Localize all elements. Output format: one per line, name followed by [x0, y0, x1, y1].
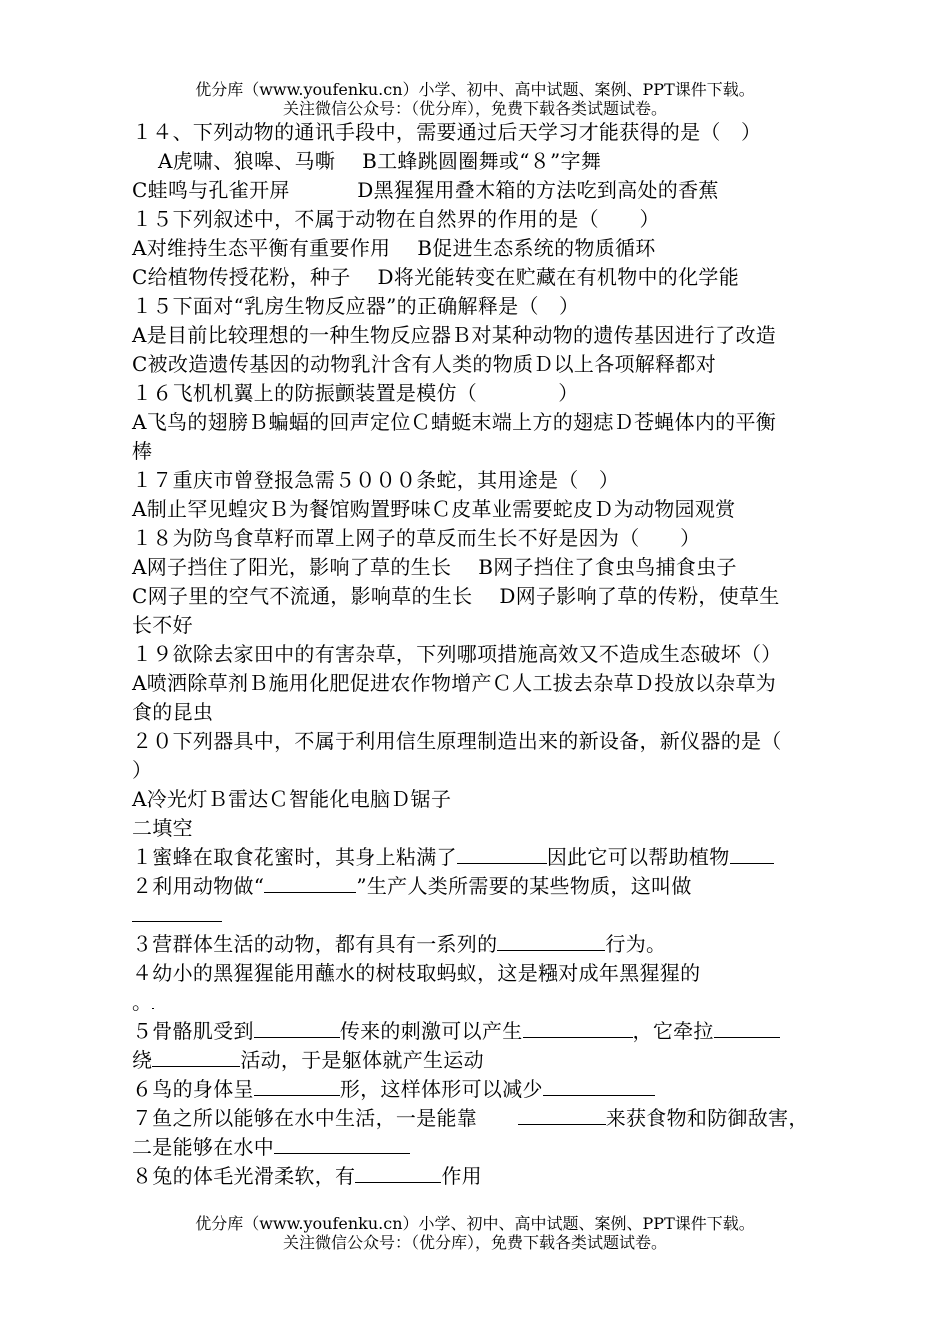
fill-question-8 — [132, 1162, 892, 1191]
fill-7-text-c: 二是能够在水中 — [132, 1135, 275, 1159]
fill-question-2-wrap — [132, 901, 892, 930]
question-17: １７重庆市曾登报急需５０００条蛇，其用途是（ ） — [132, 468, 620, 492]
question-16: １６飞机机翼上的防振颤装置是模仿（ ） — [132, 381, 579, 405]
fill-5-text-b: 传来的刺激可以产生 — [339, 1019, 523, 1043]
fill-6-blank-2 — [543, 1076, 655, 1096]
question-17-options: A制止罕见蝗灾Ｂ为餐馆购置野味Ｃ皮革业需要蛇皮Ｄ为动物园观赏 — [132, 497, 736, 521]
question-14-options-ab: A虎啸、狼嗥、马嘶 B工蜂跳圆圈舞或“８”字舞 — [158, 149, 602, 173]
fill-3-blank — [497, 931, 605, 951]
fill-2-blank-2 — [132, 902, 222, 922]
question-20: ２０下列器具中，不属于利用信生原理制造出来的新设备，新仪器的是（ — [132, 729, 782, 753]
question-14: １４、下列动物的通讯手段中，需要通过后天学习才能获得的是（ ） — [132, 120, 762, 144]
fill-1-text-a: １蜜蜂在取食花蜜时，其身上粘满了 — [132, 845, 457, 869]
fill-question-7 — [132, 1104, 892, 1133]
fill-question-3 — [132, 930, 892, 959]
fill-4-text-a: ４幼小的黑猩猩能用蘸水的树枝取蚂蚁，这是糨对成年黑猩猩的 — [132, 961, 701, 985]
question-15b-options-ab: A是目前比较理想的一种生物反应器Ｂ对某种动物的遗传基因进行了改造 — [132, 323, 777, 347]
fill-6-text-b: 形，这样体形可以减少 — [339, 1077, 543, 1101]
question-20-wrap: ） — [132, 758, 153, 782]
question-15b-options-cd: C被改造遗传基因的动物乳汁含有人类的物质Ｄ以上各项解释都对 — [132, 352, 717, 376]
fill-3-text-a: ３营群体生活的动物，都有具有一系列的 — [132, 932, 498, 956]
question-18-options-ab: A网子挡住了阳光，影响了草的生长 B网子挡住了食虫鸟捕食虫子 — [132, 555, 737, 579]
question-15a: １５下列叙述中，不属于动物在自然界的作用的是（ ） — [132, 207, 660, 231]
fill-question-4 — [132, 959, 892, 988]
footer-line-2: 关注微信公众号：（优分库），免费下载各类试题试卷。 — [282, 1233, 667, 1252]
question-19-options-wrap: 食的昆虫 — [132, 700, 214, 724]
fill-question-5-wrap — [132, 1046, 892, 1075]
fill-2-text-a: ２利用动物做“ — [132, 874, 265, 898]
fill-question-5 — [132, 1017, 892, 1046]
fill-5-text-e: 活动，于是躯体就产生运动 — [240, 1048, 484, 1072]
fill-5-text-a: ５骨骼肌受到 — [132, 1019, 254, 1043]
fill-5-text-d: 绕 — [132, 1048, 153, 1072]
question-14-options-cd: C蛙鸣与孔雀开屏 D黑猩猩用叠木箱的方法吃到高处的香蕉 — [132, 178, 719, 202]
fill-question-1 — [132, 843, 892, 872]
fill-1-blank-2 — [730, 844, 774, 864]
header-line-2: 关注微信公众号：（优分库），免费下载各类试题试卷。 — [282, 99, 667, 118]
fill-8-text-a: ８兔的体毛光滑柔软，有 — [132, 1164, 356, 1188]
question-15a-options-cd: C给植物传授花粉，种子 D将光能转变在贮藏在有机物中的化学能 — [132, 265, 739, 289]
fill-7-blank-1 — [518, 1105, 606, 1125]
fill-5-blank-3 — [714, 1018, 780, 1038]
fill-5-blank-1 — [254, 1018, 340, 1038]
fill-4-text-b: 。 — [132, 990, 153, 1014]
fill-1-text-b: 因此它可以帮助植物 — [546, 845, 730, 869]
fill-2-text-b: ”生产人类所需要的某些物质，这叫做 — [356, 874, 692, 898]
fill-7-blank-2 — [274, 1134, 410, 1154]
question-15b: １５下面对“乳房生物反应器”的正确解释是（ ） — [132, 294, 580, 318]
fill-4-blank — [152, 989, 154, 1009]
question-19: １９欲除去家田中的有害杂草，下列哪项措施高效又不造成生态破坏（） — [132, 642, 782, 666]
fill-question-2 — [132, 872, 892, 901]
footer-line-1: 优分库（www.youfenku.cn）小学、初中、高中试题、案例、PPT课件下载。 — [195, 1214, 755, 1233]
question-15a-options-ab: A对维持生态平衡有重要作用 B促进生态系统的物质循环 — [132, 236, 656, 260]
fill-5-blank-4 — [152, 1047, 240, 1067]
fill-3-text-b: 行为。 — [605, 932, 667, 956]
question-18-options-cd: C网子里的空气不流通，影响草的生长 D网子影响了草的传粉，使草生 — [132, 584, 780, 608]
fill-section-title: 二填空 — [132, 816, 193, 840]
fill-5-text-c: ，它牵拉 — [632, 1019, 714, 1043]
fill-question-7-wrap — [132, 1133, 892, 1162]
question-20-options: A冷光灯Ｂ雷达Ｃ智能化电脑Ｄ锯子 — [132, 787, 452, 811]
fill-question-6 — [132, 1075, 892, 1104]
fill-8-blank — [355, 1163, 441, 1183]
question-16-options-wrap: 棒 — [132, 439, 153, 463]
question-19-options: A喷洒除草剂Ｂ施用化肥促进农作物增产Ｃ人工拔去杂草Ｄ投放以杂草为 — [132, 671, 777, 695]
fill-2-blank-1 — [264, 873, 356, 893]
fill-5-blank-2 — [523, 1018, 633, 1038]
question-18-options-cd-wrap: 长不好 — [132, 613, 193, 637]
fill-6-blank-1 — [254, 1076, 340, 1096]
header-line-1: 优分库（www.youfenku.cn）小学、初中、高中试题、案例、PPT课件下载。 — [195, 80, 755, 99]
fill-7-text-b: 来获食物和防御敌害， — [605, 1106, 809, 1130]
fill-6-text-a: ６鸟的身体呈 — [132, 1077, 254, 1101]
question-16-options: A飞鸟的翅膀Ｂ蝙蝠的回声定位Ｃ蜻蜓末端上方的翅痣Ｄ苍蝇体内的平衡 — [132, 410, 777, 434]
fill-8-text-b: 作用 — [441, 1164, 482, 1188]
page-footer — [0, 1214, 950, 1252]
fill-question-4-wrap — [132, 988, 892, 1017]
fill-1-blank-1 — [457, 844, 547, 864]
fill-7-text-a: ７鱼之所以能够在水中生活，一是能靠 — [132, 1106, 518, 1130]
question-18: １８为防鸟食草籽而罩上网子的草反而生长不好是因为（ ） — [132, 526, 701, 550]
document-body — [132, 118, 892, 1191]
page-header — [0, 80, 950, 118]
